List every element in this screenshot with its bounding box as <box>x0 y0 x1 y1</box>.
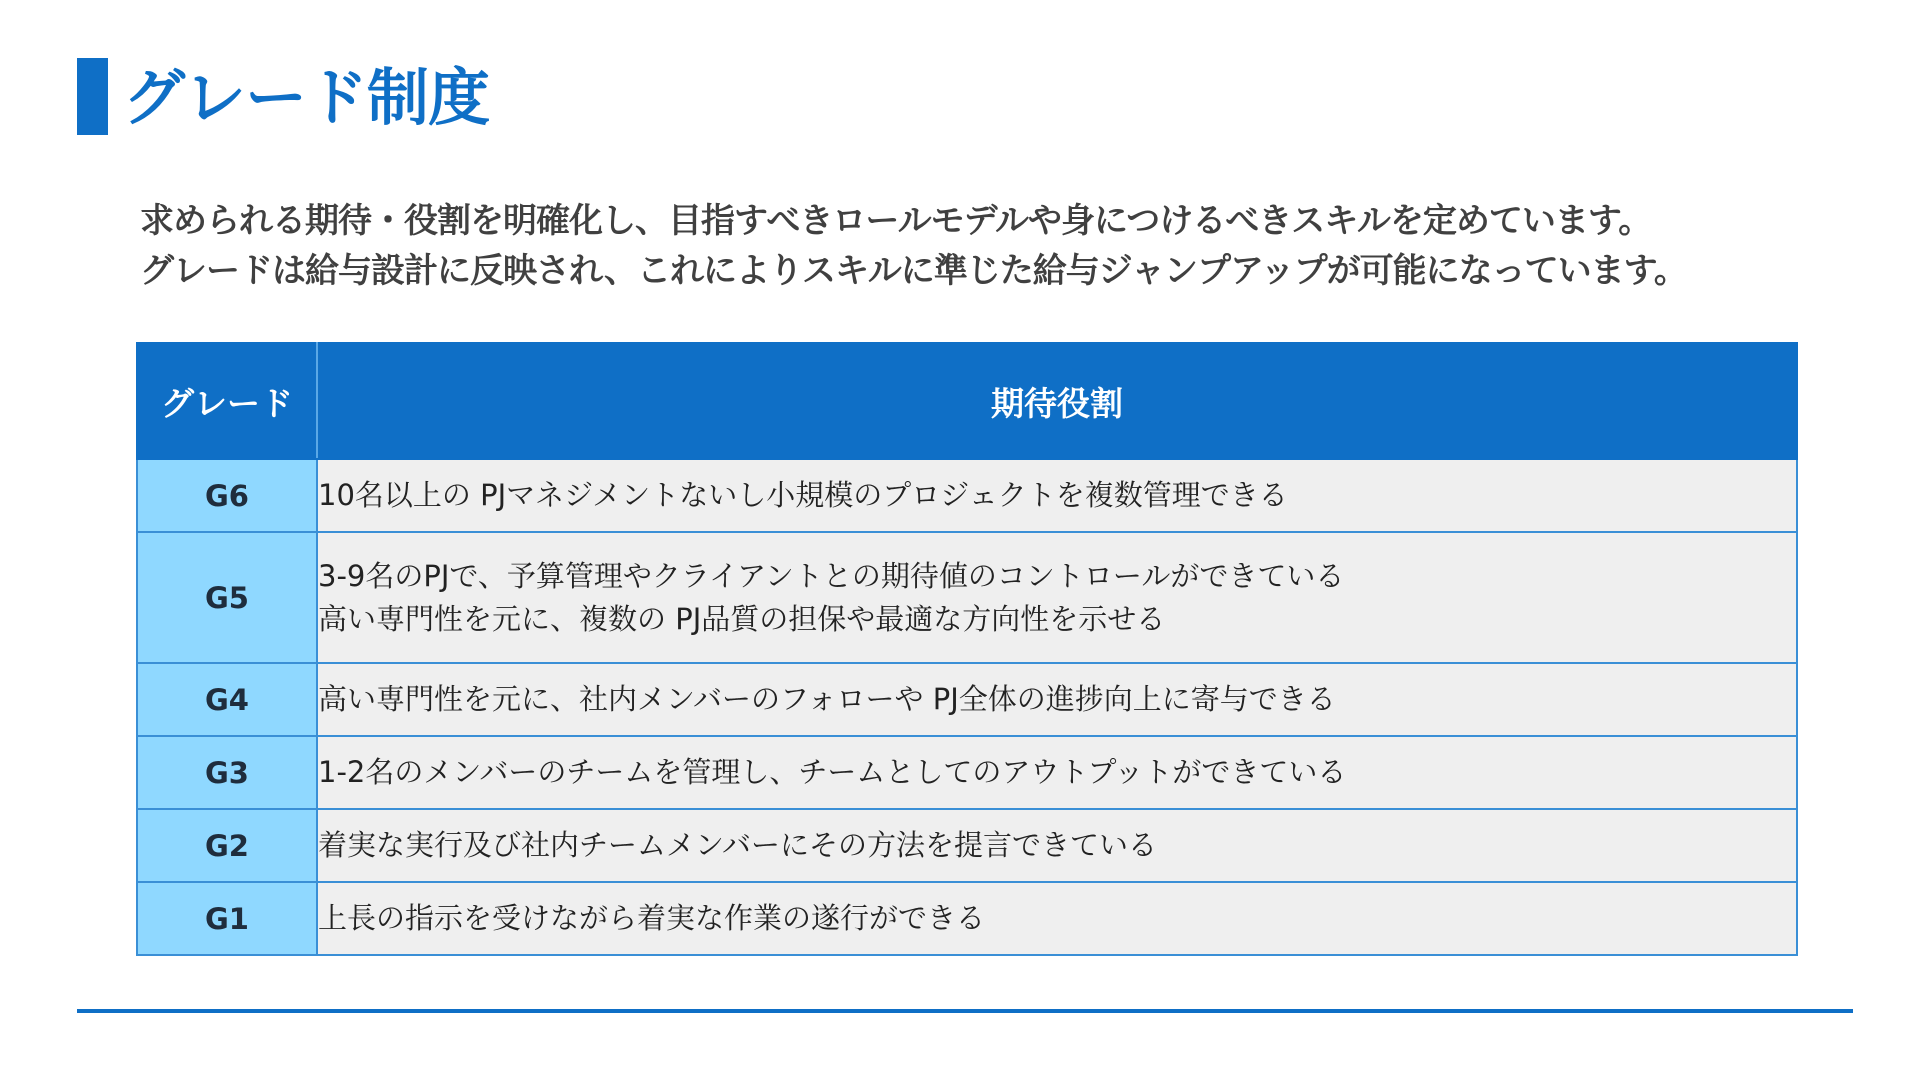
role-line: 10名以上の PJマネジメントないし小規模のプロジェクトを複数管理できる <box>318 478 1288 512</box>
table-row <box>137 532 1797 663</box>
intro-line: グレードは給与設計に反映され、これによりスキルに準じた給与ジャンプアップが可能になっています。 <box>140 251 1687 291</box>
table-row <box>137 882 1797 955</box>
title-accent-bar <box>77 58 108 135</box>
role-line: 高い専門性を元に、複数の PJ品質の担保や最適な方向性を示せる <box>318 601 1166 636</box>
role-cell <box>317 459 1797 532</box>
page-title: グレード制度 <box>123 61 490 134</box>
grade-cell: G6 <box>137 459 317 532</box>
role-cell <box>317 663 1797 736</box>
grade-cell: G3 <box>137 736 317 809</box>
footer-divider <box>77 1009 1853 1013</box>
grade-cell: G4 <box>137 663 317 736</box>
intro-line: 求められる期待・役割を明確化し、目指すべきロールモデルや身につけるべきスキルを定めています。 <box>140 201 1652 241</box>
intro-text <box>140 196 1840 296</box>
role-cell <box>317 736 1797 809</box>
grade-cell: G2 <box>137 809 317 882</box>
role-line: 1-2名のメンバーのチームを管理し、チームとしてのアウトプットができている <box>318 755 1347 789</box>
role-cell <box>317 809 1797 882</box>
grade-cell: G5 <box>137 532 317 663</box>
table-row <box>137 736 1797 809</box>
role-cell <box>317 532 1797 663</box>
grade-cell: G1 <box>137 882 317 955</box>
role-cell <box>317 882 1797 955</box>
table-row <box>137 459 1797 532</box>
grade-column-header: グレード <box>137 343 317 459</box>
table-header-row <box>137 343 1797 459</box>
grade-table <box>136 342 1798 956</box>
role-line: 3-9名のPJで、予算管理やクライアントとの期待値のコントロールができている <box>318 558 1345 593</box>
role-line: 高い専門性を元に、社内メンバーのフォローや PJ全体の進捗向上に寄与できる <box>318 682 1336 716</box>
table-row <box>137 809 1797 882</box>
role-column-header: 期待役割 <box>317 343 1797 459</box>
table-row <box>137 663 1797 736</box>
role-line: 上長の指示を受けながら着実な作業の遂行ができる <box>318 901 986 935</box>
role-line: 着実な実行及び社内チームメンバーにその方法を提言できている <box>318 828 1157 862</box>
